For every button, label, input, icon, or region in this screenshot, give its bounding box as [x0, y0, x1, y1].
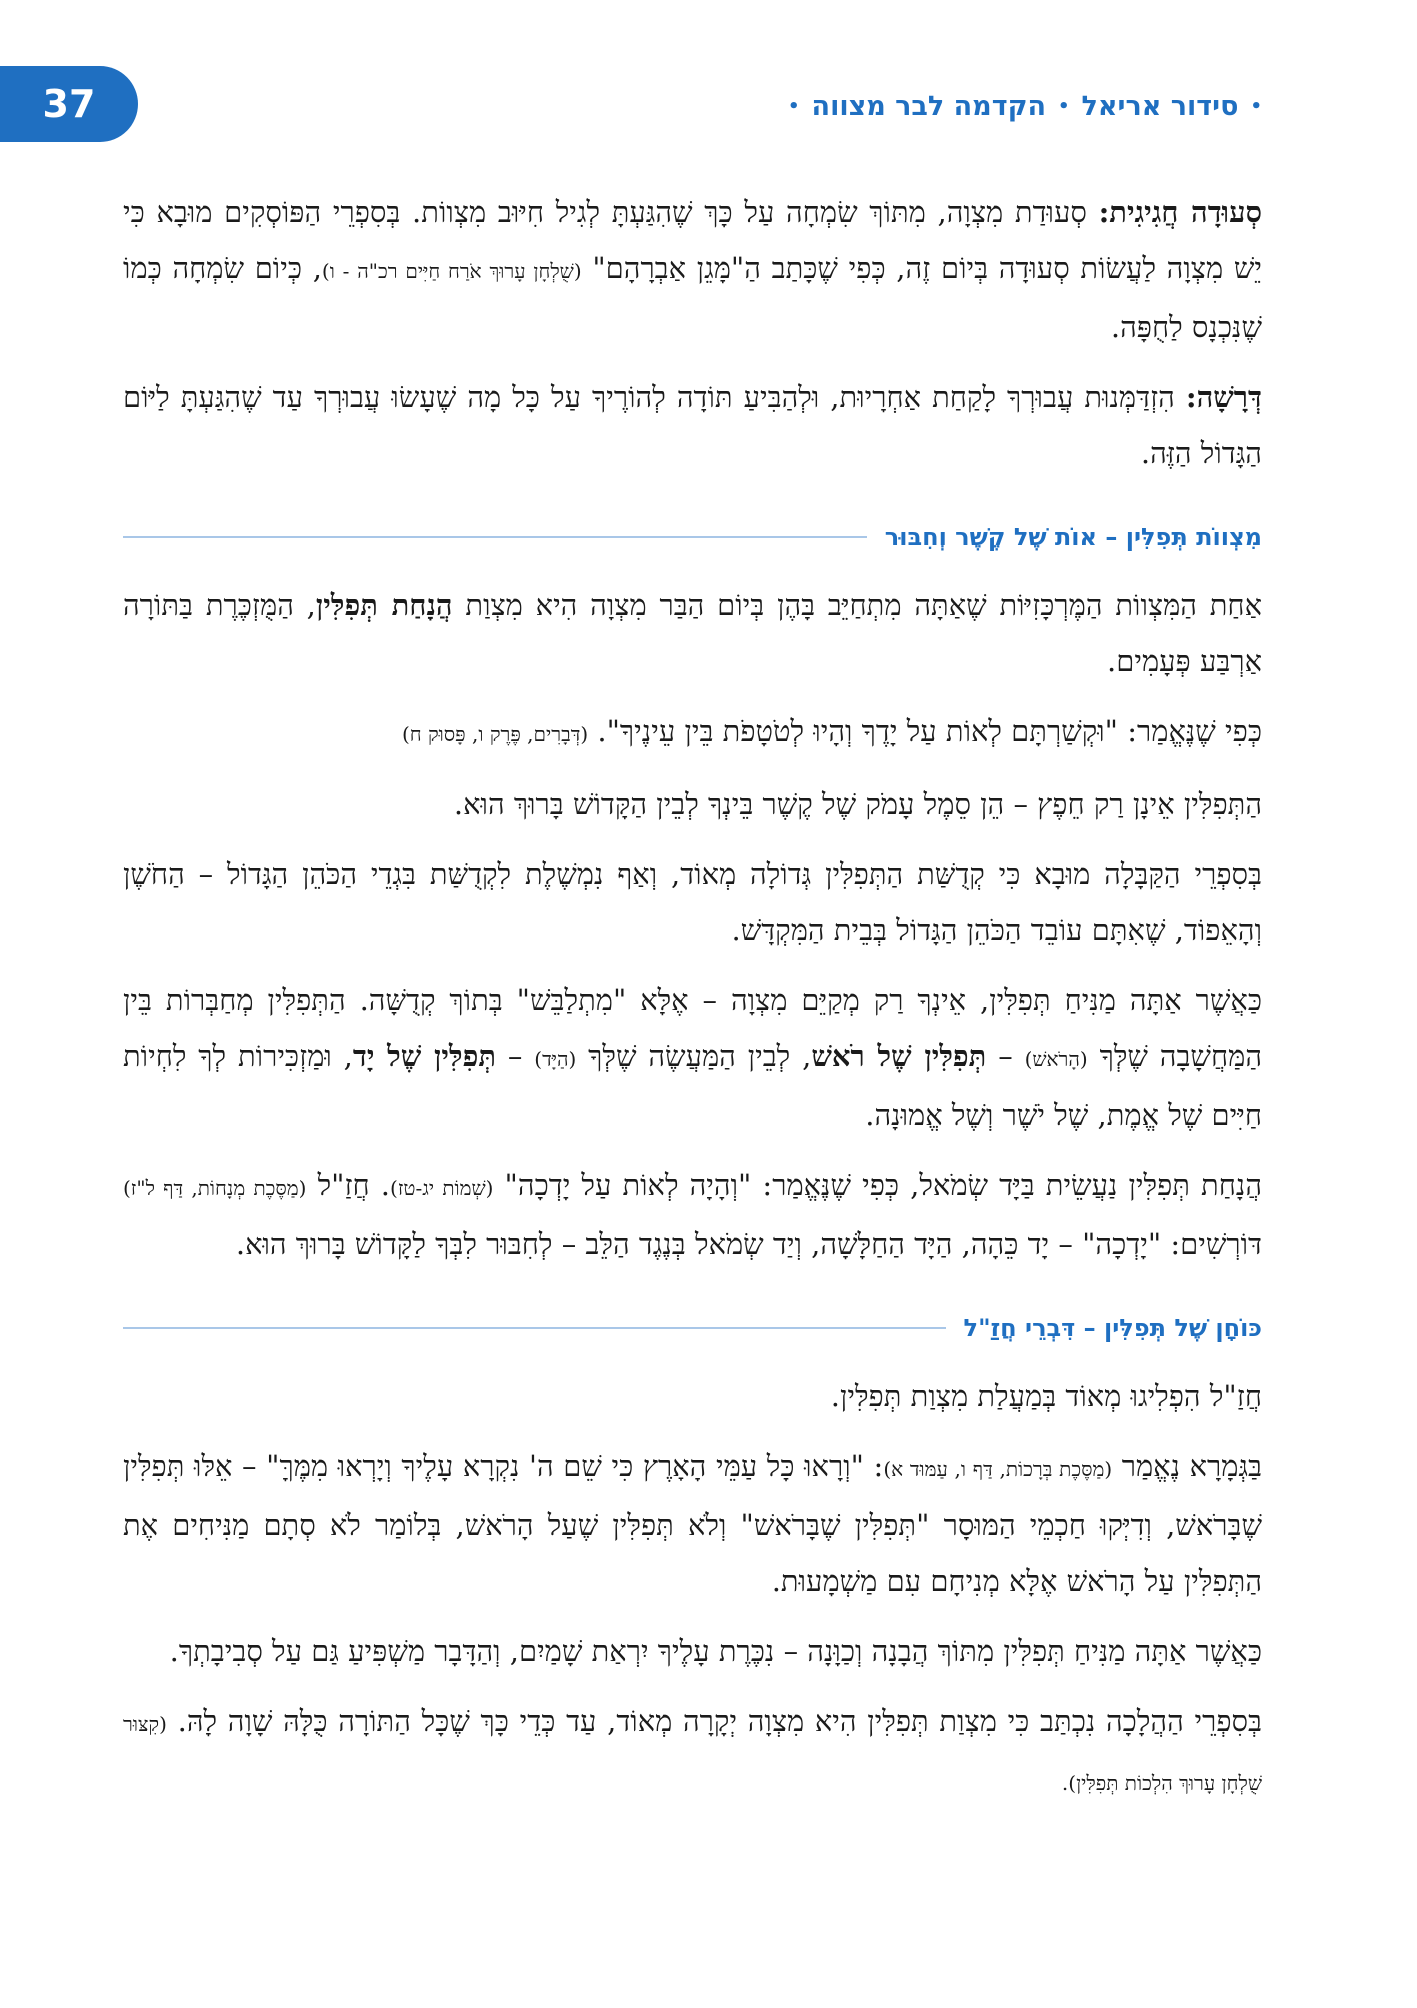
paragraph-text: הַתְּפִלִּין אֵינָן רַק חֵפֶץ – הֵן סֵמֶל עָמֹק שֶׁל קֶשֶׁר בֵּינְךָ לְבֵין הַקָּדוֹשׁ בָּרוּךְ הוּא. [453, 787, 1262, 821]
paragraph-text: , וּמַזְכִּירוֹת לְךָ לִחְיוֹת חַיִּים שֶׁל אֱמֶת, שֶׁל יֹשֶׁר וְשֶׁל אֱמוּנָה. [123, 1039, 1262, 1132]
paragraph [123, 1368, 1262, 1424]
paragraph-text: , כְּיוֹם שִׂמְחָה כְּמוֹ שֶׁנִּכְנָס לַחֻפָּה. [123, 251, 1262, 344]
source-citation: (הַיָּד) [534, 1047, 577, 1071]
section-title-header: הקדמה לבר מצווה [811, 90, 1047, 122]
source-citation: (קִצּוּר שֻׁלְחָן עָרוּךְ הִלְכוֹת תְּפִלִּין). [123, 1712, 1262, 1795]
paragraph-text: בְּסִפְרֵי הַקַּבָּלָה מוּבָא כִּי קְדֻשַּׁת הַתְּפִלִּין גְּדוֹלָה מְאוֹד, וְאַף נִמְשֶׁלֶת לִקְדֻשַּׁת בִּגְדֵי הַכֹּהֵן הַגָּדוֹל – הַחֹשֶׁן וְהָאֵפוֹד, שֶׁאִתָּם עוֹבֵד הַכֹּהֵן הַגָּדוֹל בְּבֵית הַמִּקְדָּשׁ. [123, 857, 1262, 947]
paragraph-text: הֲנָחַת תְּפִלִּין נַעֲשֵׂית בַּיָּד שְׂמֹאל, כְּפִי שֶׁנֶּאֱמַר: "וְהָיָה לְאוֹת עַל יָדְכָה" [493, 1168, 1263, 1202]
section-divider [123, 1327, 946, 1329]
section-heading-tefillin-mitzvah [123, 517, 1262, 557]
paragraph [123, 846, 1262, 958]
book-title: סידור אריאל [1081, 90, 1239, 122]
paragraph-text: – [496, 1039, 535, 1073]
section-heading-tefillin-power [123, 1308, 1262, 1348]
paragraph-festive-meal [123, 184, 1262, 355]
source-citation: (הָרֹאשׁ) [1024, 1047, 1088, 1071]
paragraph-text: כַּאֲשֶׁר אַתָּה מַנִּיחַ תְּפִלִּין, אֵינְךָ רַק מְקַיֵּם מִצְוָה – אֶלָּא "מִתְלַבֵּשׁ" בְּתוֹךְ קְדֻשָּׁה. הַתְּפִלִּין מְחַבְּרוֹת בֵּין הַמַּחֲשָׁבָה שֶׁלְּךָ [123, 983, 1262, 1073]
paragraph [123, 1623, 1262, 1679]
page-content [123, 184, 1262, 1825]
source-citation: (שֻׁלְחָן עָרוּךְ אֹרַח חַיִּים רכ"ה - ו) [321, 259, 582, 283]
header-bullet: • [1250, 95, 1262, 117]
paragraph-drasha [123, 369, 1262, 481]
paragraph [123, 776, 1262, 832]
paragraph-text: כַּאֲשֶׁר אַתָּה מַנִּיחַ תְּפִלִּין מִתּוֹךְ הֲבָנָה וְכַוָּנָה – נִכֶּרֶת עָלֶיךָ יִרְאַת שָׁמַיִם, וְהַדָּבָר מַשְׁפִּיעַ גַּם עַל סְבִיבָתְךָ. [169, 1634, 1262, 1668]
paragraph-text: , לְבֵין הַמַּעֲשֶׂה שֶׁלְּךָ [576, 1039, 812, 1073]
paragraph-text: אַחַת הַמִּצְווֹת הַמֶּרְכָּזִיּוֹת שֶׁאַתָּה מִתְחַיֵּב בָּהֶן בְּיוֹם הַבַּר מִצְוָה הִיא מִצְוַת [452, 588, 1262, 622]
term-drasha: דְּרָשָׁה: [1185, 380, 1262, 414]
paragraph [123, 1693, 1262, 1811]
bold-term: תְּפִלִּין שֶׁל רֹאשׁ [811, 1039, 987, 1073]
paragraph [123, 1438, 1262, 1609]
header-bullet: • [1058, 95, 1070, 117]
paragraph-text: כְּפִי שֶׁנֶּאֱמַר: "וּקְשַׁרְתָּם לְאוֹת עַל יָדֶךָ וְהָיוּ לְטֹטָפֹת בֵּין עֵינֶיךָ". [588, 714, 1262, 748]
paragraph-text: חֲזַ"ל הִפְלִיגוּ מְאוֹד בְּמַעֲלַת מִצְוַת תְּפִלִּין. [830, 1379, 1262, 1413]
header-bullet: • [788, 95, 800, 117]
section-divider [123, 536, 867, 538]
paragraph-text: דּוֹרְשִׁים: "יָדְכָה" – יָד כֵּהָה, הַיָּד הַחַלָּשָׁה, וְיַד שְׂמֹאל בְּנֶגֶד הַלֵּב – לְחִבּוּר לִבְּךָ לַקָּדוֹשׁ בָּרוּךְ הוּא. [235, 1227, 1262, 1261]
paragraph-verse [123, 703, 1262, 762]
source-citation: (דְּבָרִים, פֶּרֶק ו, פָּסוּק ח) [401, 722, 589, 746]
source-citation: (שְׁמוֹת יג-טז) [390, 1176, 494, 1200]
paragraph-text: : "וְרָאוּ כָּל עַמֵּי הָאָרֶץ כִּי שֵׁם ה' נִקְרָא עָלֶיךָ וְיָרְאוּ מִמֶּךָּ" – אֵלּוּ תְּפִלִּין שֶׁבָּרֹאשׁ, וְדִיְּקוּ חַכְמֵי הַמּוּסָר "תְּפִלִּין שֶׁבָּרֹאשׁ" וְלֹא תְּפִלִּין שֶׁעַל הָרֹאשׁ, בְּלוֹמַר לֹא סְתָם מַנִּיחִים אֶת הַתְּפִלִּין עַל הָרֹאשׁ אֶלָּא מְנִיחָם עִם מַשְׁמָעוּת. [123, 1449, 1262, 1598]
running-header [788, 86, 1262, 126]
paragraph-text: בַּגְּמָרָא נֶאֱמַר [1112, 1449, 1263, 1483]
paragraph-text: סְעוּדַת מִצְוָה, מִתּוֹךְ שִׂמְחָה עַל כָּךְ שֶׁהִגַּעְתָּ לְגִיל חִיּוּב מִצְווֹת. בְּסִפְרֵי הַפּוֹסְקִים מוּבָא כִּי יֵשׁ מִצְוָה לַעֲשׂוֹת סְעוּדָה בְּיוֹם זֶה, כְּפִי שֶׁכָּתַב הַ"מָּגֵן אַבְרָהָם" [123, 195, 1262, 285]
paragraph-text: , הַמֻּזְכֶּרֶת בַּתּוֹרָה אַרְבַּע פְּעָמִים. [123, 588, 1262, 678]
paragraph-text: . חֲזַ"ל [306, 1168, 391, 1202]
page-number: 37 [0, 66, 138, 142]
section-title: כּוֹחָן שֶׁל תְּפִלִּין – דִּבְרֵי חֲזַ"ל [963, 1314, 1262, 1342]
section-title: מִצְווֹת תְּפִלִּין – אוֹת שֶׁל קֶשֶׁר וְחִבּוּר [884, 523, 1262, 551]
paragraph-text: – [986, 1039, 1025, 1073]
term-festive-meal: סְעוּדָה חֲגִיגִית: [1098, 195, 1262, 229]
paragraph-text: בְּסִפְרֵי הַהֲלָכָה נִכְתַּב כִּי מִצְוַת תְּפִלִּין הִיא מִצְוָה יְקָרָה מְאוֹד, עַד כְּדֵי כָּךְ שֶׁכָּל הַתּוֹרָה כֻּלָּהּ שָׁוָה לָהּ. [166, 1704, 1262, 1738]
source-citation: (מַסֶּכֶת מְנָחוֹת, דַּף ל"ז) [123, 1176, 307, 1200]
bold-term: תְּפִלִּין שֶׁל יָד [352, 1039, 497, 1073]
paragraph [123, 972, 1262, 1143]
paragraph [123, 577, 1262, 689]
paragraph-text: הִזְדַּמְּנוּת עֲבוּרְךָ לָקַחַת אַחְרָיוּת, וּלְהַבִּיעַ תּוֹדָה לְהוֹרֶיךָ עַל כָּל מָה שֶׁעָשׂוּ עֲבוּרְךָ עַד שֶׁהִגַּעְתָּ לַיּוֹם הַגָּדוֹל הַזֶּה. [123, 380, 1262, 470]
bold-term: הֲנָחַת תְּפִלִּין [315, 588, 453, 622]
source-citation: (מַסֶּכֶת בְּרָכוֹת, דַּף ו, עַמּוּד א) [883, 1457, 1113, 1481]
paragraph [123, 1157, 1262, 1272]
